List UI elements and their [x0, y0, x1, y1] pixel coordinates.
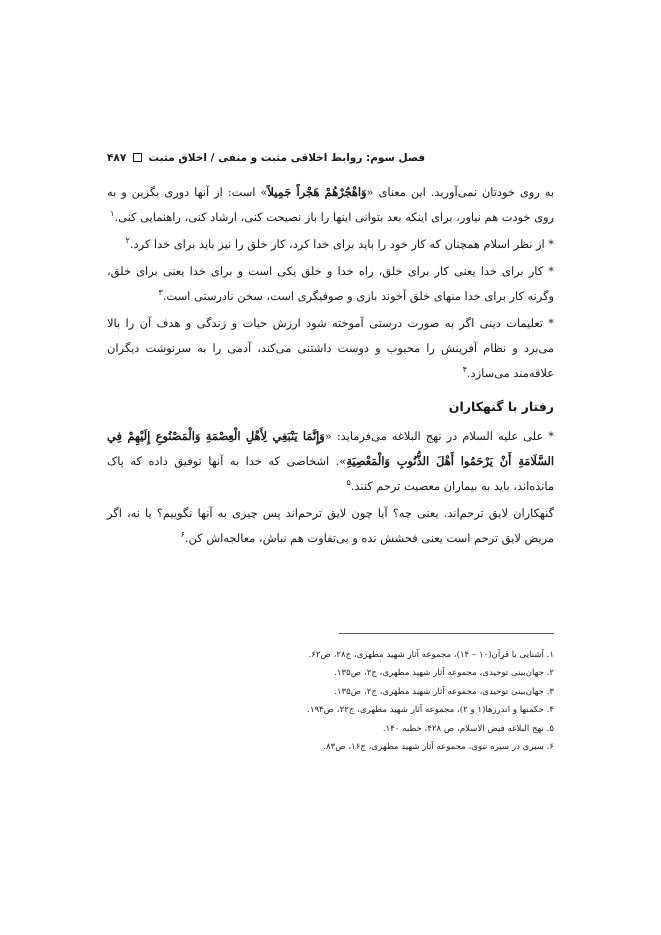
- footnote-1: ۱. آشنایی با قرآن(۱۰ – ۱۴)، مجموعه آثار شهید مطهری، ج۲۸، ص۶۲.: [308, 650, 554, 660]
- footnote-ref-4[interactable]: ۴: [462, 365, 467, 375]
- footnotes: [107, 646, 554, 756]
- body-text: [107, 180, 554, 553]
- nahj-quote: وَإِنَّمَا يَنْبَغِي لِأَهْلِ الْعِصْمَةِ وَالْمَصْنُوعِ إِلَيْهِمْ فِي السَّلَامَةِ أَنْ يَرْحَمُوا أَهْلَ الذُّنُوبِ وَالْمَعْصِيَةِ: [107, 429, 554, 468]
- paragraph-2-text: * از نظر اسلام همچنان که کار خود را باید برای خدا کرد، کار خلق را نیز باید برای خدا کرد.: [129, 237, 554, 251]
- footnote-3: ۳. جهان‌بینی توحیدی، مجموعه آثار شهید مطهری، ج۲، ص۱۳۵.: [334, 686, 554, 697]
- paragraph-6-text: گنهکاران لایق ترحم‌اند. یعنی چه؟ آیا چون لایق ترحم‌اند پس چیزی به آنها نگوییم؟ یا نه، اگر مریض لایق ترحم است یعنی فحشش نده و بی‌تفاوت هم نباش، معالجه‌اش کن.: [107, 506, 554, 545]
- paragraph-5-end: ». اشخاصی که خدا به آنها توفیق داده که پاک مانده‌اند، باید به بیماران معصیت ترحم کنند.: [107, 454, 554, 493]
- paragraph-5: [107, 424, 554, 499]
- section-heading: رفتار با گنهکاران: [448, 399, 554, 414]
- paragraph-6: [107, 501, 554, 551]
- quran-quote: وَاهْجُرْهُمْ هَجْراً جَمِيلاً: [267, 185, 367, 199]
- square-icon: [133, 153, 142, 162]
- paragraph-1: [107, 180, 554, 230]
- header-title: فصل سوم: روابط اخلاقی مثبت و منفی / اخلاق مثبت: [148, 152, 426, 164]
- footnote-ref-1[interactable]: ۱: [110, 209, 115, 219]
- paragraph-1-end: » است: از آنها دوری بگزین و به روی خودت هم نیاور، برای اینکه بعد بتوانی اینها را باز نصیحت کنی، ارشاد کنی، راهنمایی کنی.: [107, 185, 554, 224]
- footnote-ref-6[interactable]: ۶: [180, 530, 185, 540]
- paragraph-1-start: به روی خودتان نمی‌آورید. این معنای «: [366, 185, 554, 199]
- footnote-ref-2[interactable]: ۲: [125, 236, 130, 246]
- header-inner: [107, 152, 425, 164]
- footnote-ref-5[interactable]: ۵: [346, 478, 351, 488]
- running-header: [107, 152, 554, 170]
- footnote-4: ۴. حکمتها و اندرزها(۱ و ۲)، مجموعه آثار شهید مطهری، ج۲۲، ص۱۹۴.: [307, 705, 554, 716]
- footnote-divider: [339, 633, 554, 634]
- footnote-5: ۵. نهج البلاغه فیض الاسلام، ص ۴۲۸، خطبه ۱۴۰.: [382, 723, 554, 734]
- paragraph-3-text: * کار برای خدا یعنی کار برای خلق، راه خدا و خلق یکی است و برای خدا یعنی برای خلق، وگرنه کار برای خدا منهای خلق آخوند بازی و صوفیگری است، سخن نادرستی است.: [107, 264, 554, 303]
- paragraph-2: [107, 232, 554, 257]
- paragraph-4-text: * تعلیمات دینی اگر به صورت درستی آموخته شود ارزش حیات و زندگی و هدف آن را بالا می‌برد و نظام آفرینش را محبوب و دوست داشتنی می‌کند، آدمی را به سرنوشت دیگران علاقه‌مند می‌سازد.: [107, 316, 554, 380]
- paragraph-4: [107, 311, 554, 386]
- page-number: ۴۸۷: [107, 152, 127, 164]
- paragraph-3: [107, 259, 554, 309]
- paragraph-5-start: * علی علیه السلام در نهج البلاغه می‌فرماید: «: [324, 429, 554, 443]
- footnote-6: ۶. سیری در سیره نبوی، مجموعه آثار شهید مطهری، ج۱۶، ص۸۳.: [323, 742, 554, 753]
- footnote-2: ۲. جهان‌بینی توحیدی، مجموعه آثار شهید مطهری، ج۲، ص۱۳۵.: [334, 668, 554, 679]
- footnote-ref-3[interactable]: ۳: [158, 288, 163, 298]
